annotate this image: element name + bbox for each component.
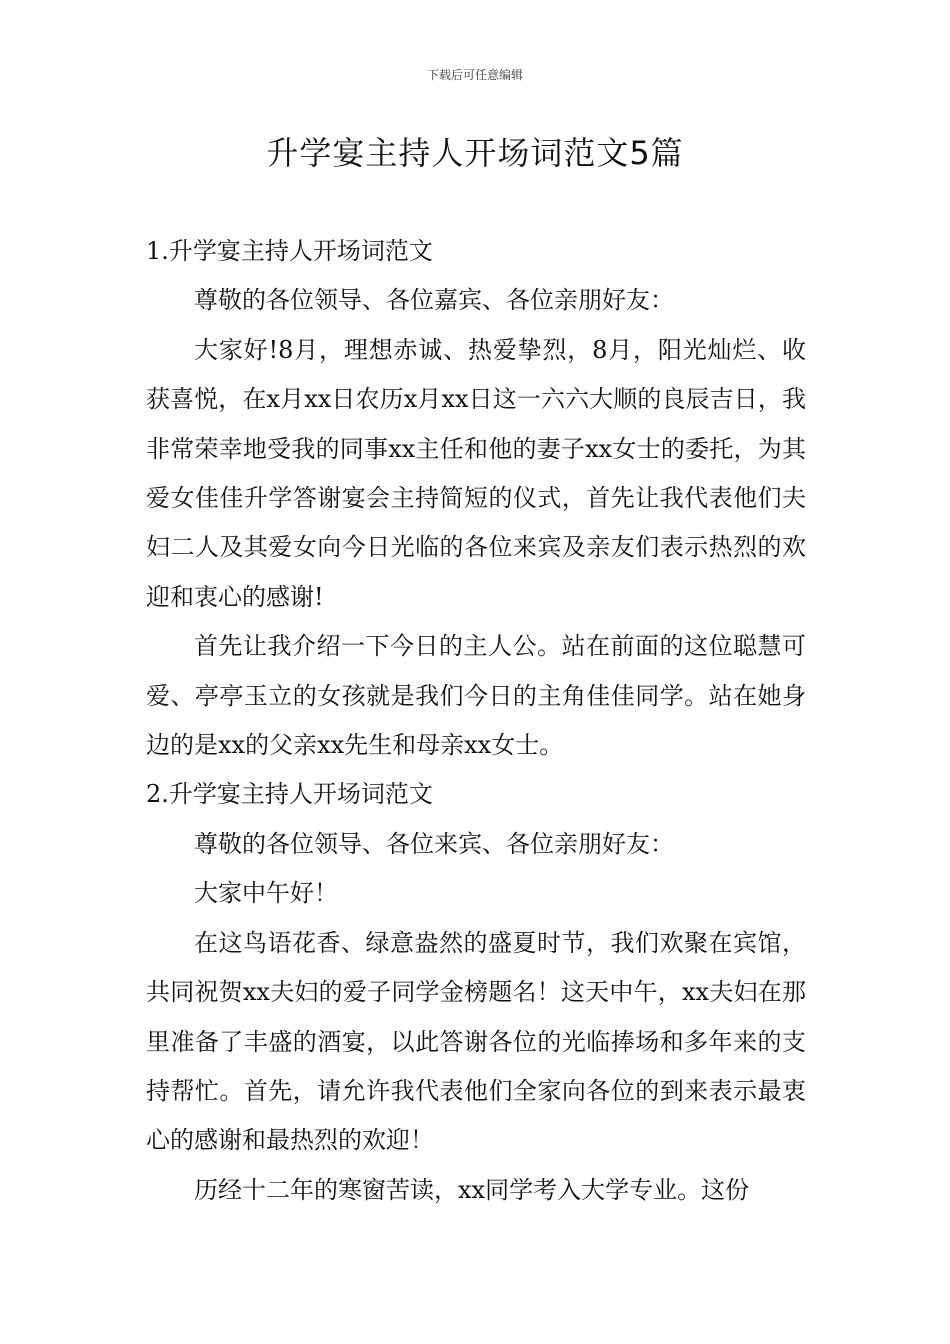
paragraph: 尊敬的各位领导、各位嘉宾、各位亲朋好友： [194, 286, 674, 315]
paragraph: 尊敬的各位领导、各位来宾、各位亲朋好友： [194, 829, 674, 858]
section-heading: 1.升学宴主持人开场词范文 [146, 237, 433, 265]
paragraph: 首先让我介绍一下今日的主人公。站在前面的这位聪慧可爱、亭亭玉立的女孩就是我们今日的主角佳佳同学。站在她身边的是xx的父亲xx先生和母亲xx女士。 [146, 632, 806, 760]
section-heading: 2.升学宴主持人开场词范文 [146, 780, 433, 809]
paragraph: 在这鸟语花香、绿意盎然的盛夏时节，我们欢聚在宾馆，共同祝贺xx夫妇的爱子同学金榜题名！这天中午，xx夫妇在那里准备了丰盛的酒宴，以此答谢各位的光临捧场和多年来的支持帮忙。首先，请允许我代表他们全家向各位的到来表示最衷心的感谢和最热烈的欢迎！ [146, 928, 806, 1155]
document-title: 升学宴主持人开场词范文5篇 [266, 134, 684, 172]
document-body [146, 227, 806, 1215]
paragraph: 大家好!8月，理想赤诚、热爱挚烈，8月，阳光灿烂、收获喜悦，在x月xx日农历x月xx日这一六六大顺的良辰吉日，我非常荣幸地受我的同事xx主任和他的妻子xx女士的委托，为其爱女佳佳升学答谢宴会主持简短的仪式，首先让我代表他们夫妇二人及其爱女向今日光临的各位来宾及亲友们表示热烈的欢迎和衷心的感谢! [146, 335, 806, 611]
paragraph: 历经十二年的寒窗苦读，xx同学考入大学专业。这份 [194, 1175, 750, 1204]
paragraph: 大家中午好！ [194, 879, 338, 908]
header-note: 下载后可任意编辑 [426, 68, 523, 82]
